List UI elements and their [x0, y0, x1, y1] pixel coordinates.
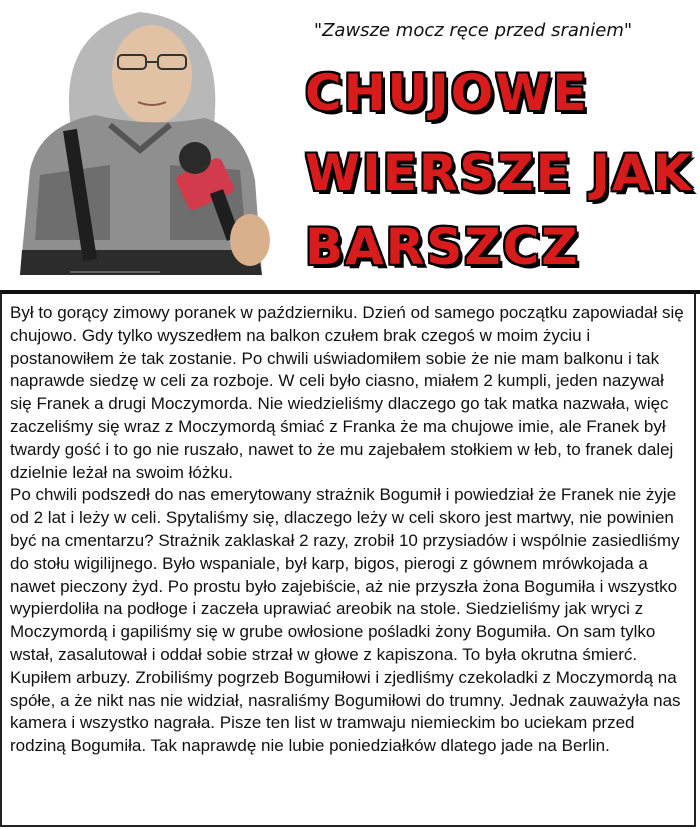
story-text: Był to gorący zimowy poranek w październiku. Dzień od samego początku zapowiadał się chujowo. Gdy tylko wyszedłem na balkon czułem brak czegoś w moim życiu i postanowiłem że tak zostanie. Po chwili uświadomiłem sobie że nie mam balkonu i tak naprawde siedzę w celi za rozboje. W celi było ciasno, miałem 2 kumpli, jeden nazywał się Franek a drugi Moczymorda. Nie wiedzieliśmy dlaczego go tak matka nazwała, więc zaczeliśmy się wraz z Moczymordą śmiać z Franka że ma chujowe imie, ale Franek był twardy gość i to go nie ruszało, nawet to że mu zajebałem stołkiem w łeb, to franek dalej dzielnie leżał na swoim łóżku. Po chwili podszedł do nas emerytowany strażnik Bogumił i powiedział że Franek nie żyje od 2 lat i leży w celi. Spytaliśmy się, dlaczego leży w celi skoro jest martwy, nie powinien być na cmentarzu? Strażnik zaklaskał 2 razy, zrobił 10 przysiadów i wspólnie zasiedliśmy do stołu wigilijnego. Było wspaniale, był karp, bigos, pierogi z gównem mrówkojada a nawet pieczony żyd. Po prostu było zajebiście, aż nie przyszła żona Bogumiła i wszystko wypierdoliła na podłoge i zaczeła uprawiać areobik na stole. Siedzieliśmy jak wryci z Moczymordą i gapiliśmy się w grube owłosione pośladki żony Bogumiła. On sam tylko wstał, zasalutował i oddał sobie strzał w głowe z kapiszona. To była okrutna śmierć. Kupiłem arbuzy. Zrobiliśmy pogrzeb Bogumiłowi i zjedliśmy czekoladki z Moczymordą na spółe, a że nikt nas nie widział, nasraliśmy Bogumiłowi do trumny. Jednak zauważyła nas kamera i wszystko nagrała. Pisze ten list w tramwaju niemieckim bo uciekam przed rodziną Bogumiła. Tak naprawdę nie lubie poniedziałków dlatego jade na Berlin.: [10, 303, 684, 756]
header-area: [0, 0, 700, 290]
story-text-box: [0, 294, 696, 827]
quote-text: "Zawsze mocz ręce przed sraniem": [313, 20, 633, 41]
title-line-3: BARSZCZ: [305, 218, 580, 276]
man-in-hood-with-microphone-photo: [0, 0, 290, 290]
title-line-1: CHUJOWE: [305, 64, 589, 122]
title-line-2: WIERSZE JAK: [305, 144, 694, 202]
